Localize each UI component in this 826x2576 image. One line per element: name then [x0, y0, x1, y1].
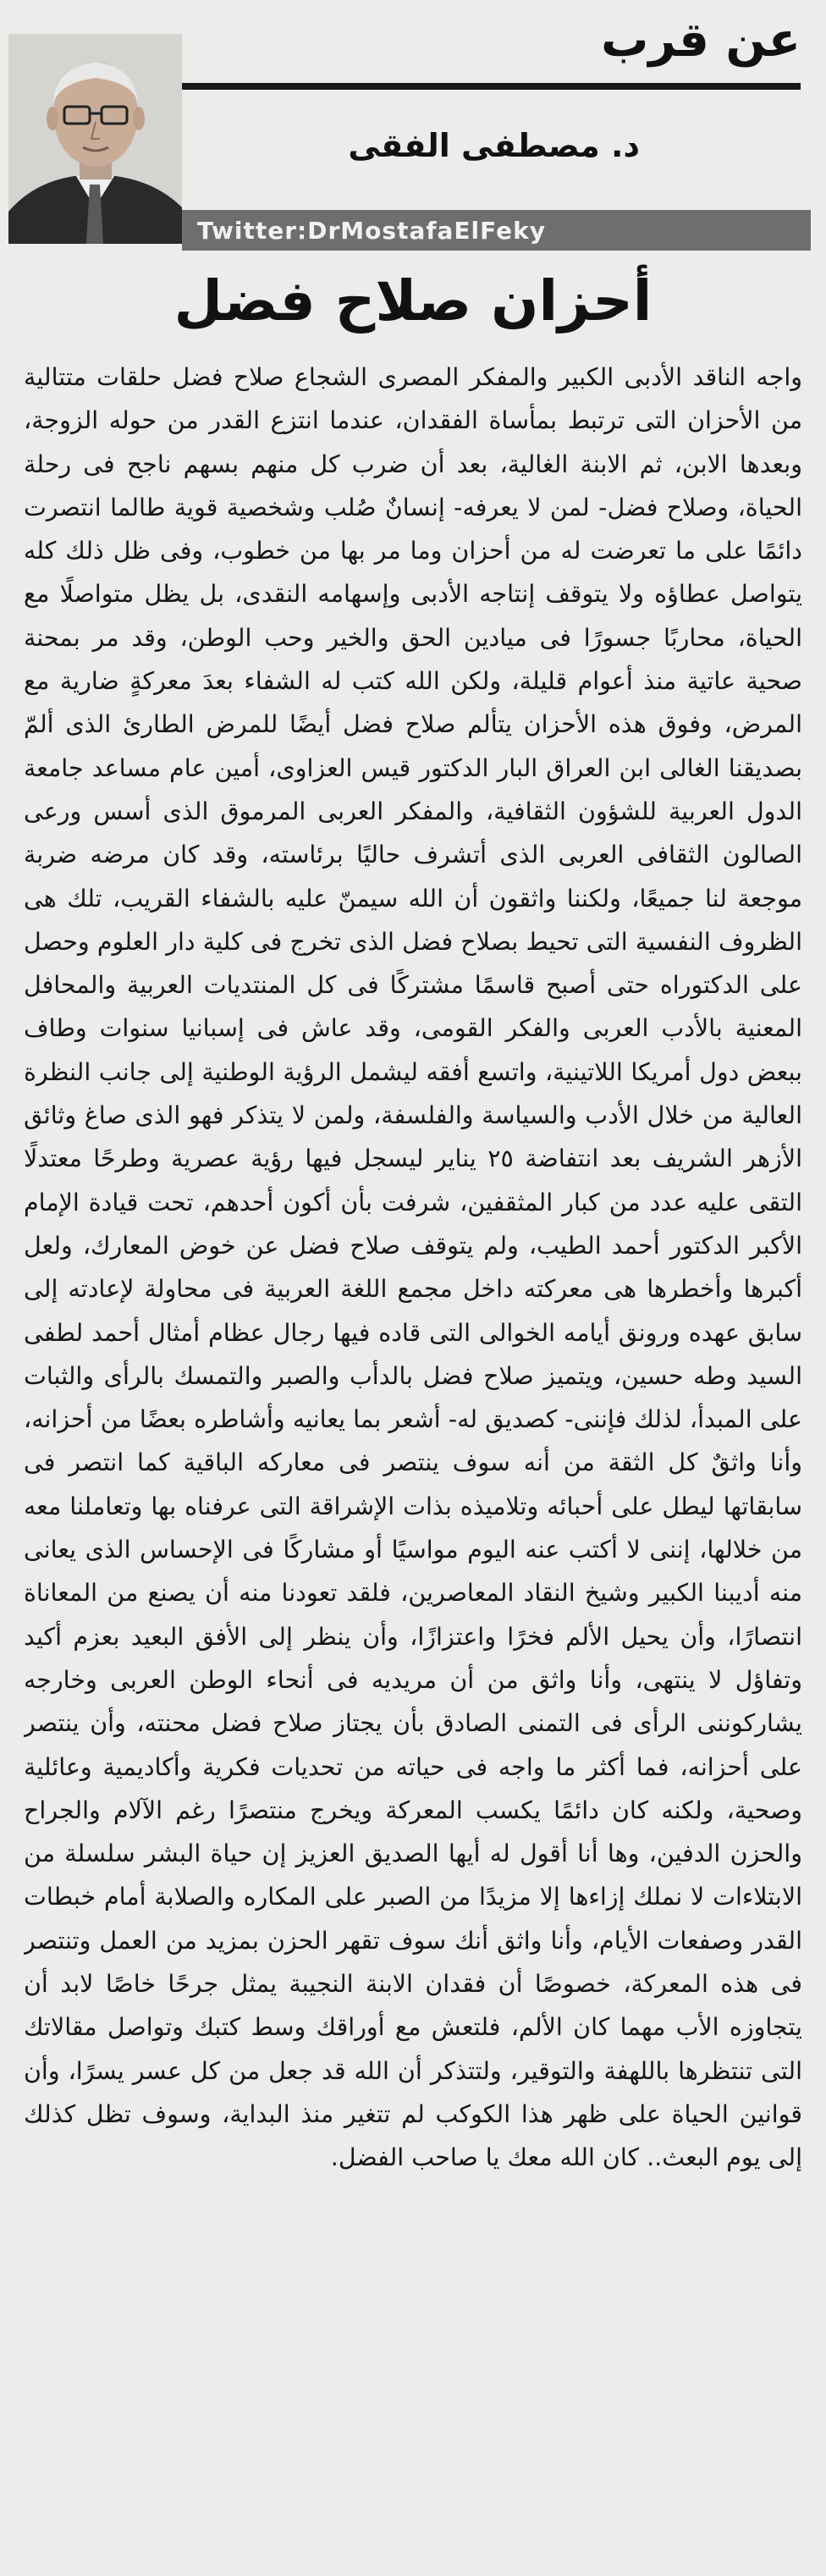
- article-headline: أحزان صلاح فضل: [173, 268, 653, 334]
- column-masthead: [0, 0, 826, 254]
- header-rule: [182, 83, 801, 90]
- article-body: واجه الناقد الأدبى الكبير والمفكر المصرى الشجاع صلاح فضل حلقات متتالية من الأحزان التى ترتبط بمأساة الفقدان، عندما انتزع القدر من حوله الزوجة، وبعدها الابن، ثم الابنة الغالية، بعد أن ضرب كل منهم بسهم ناجح فى رحلة الحياة، وصلاح فضل- لمن لا يعرفه- إنسانٌ صُلب وشخصية قوية طالما انتصرت دائمًا على ما تعرضت له من أحزان وما مر بها من خطوب، وفى ظل ذلك كله يتواصل عطاؤه ولا يتوقف إنتاجه الأدبى وإسهامه النقدى، بل يظل متواصلًا مع الحياة، محاربًا جسورًا فى ميادين الحق والخير وحب الوطن، وقد مر بمحنة صحية عاتية منذ أعوام قليلة، ولكن الله كتب له الشفاء بعدَ معركةٍ ضارية مع المرض، وفوق هذه الأحزان يتألم صلاح فضل أيضًا للمرض الطارئ الذى ألمّ بصديقنا الغالى ابن العراق البار الدكتور قيس العزاوى، أمين عام مساعد جامعة الدول العربية للشؤون الثقافية، والمفكر العربى المرموق الذى أسس ورعى الصالون الثقافى العربى الذى أتشرف حاليًا برئاسته، وقد كان مرضه ضربة موجعة لنا جميعًا، ولكننا واثقون أن الله سيمنّ عليه بالشفاء القريب، تلك هى الظروف النفسية التى تحيط بصلاح فضل الذى تخرج فى كلية دار العلوم وحصل على الدكتوراه حتى أصبح قاسمًا مشتركًا فى كل المنتديات العربية والمحافل المعنية بالأدب العربى والفكر القومى، وقد عاش فى إسبانيا سنوات وطاف ببعض دول أمريكا اللاتينية، واتسع أفقه ليشمل الرؤية الوطنية إلى جانب النظرة العالية من خلال الأدب والسياسة والفلسفة، ولمن لا يتذكر فهو الذى صاغ وثائق الأزهر الشريف بعد انتفاضة ٢٥ يناير ليسجل فيها رؤية عصرية وطرحًا معتدلًا التقى عليه عدد من كبار المثقفين، شرفت بأن أكون أحدهم، تحت قيادة الإمام الأكبر الدكتور أحمد الطيب، ولم يتوقف صلاح فضل عن خوض المعارك، ولعل أكبرها وأخطرها هى معركته داخل مجمع اللغة العربية فى محاولة لإعادته إلى سابق عهده ورونق أيامه الخوالى التى قاده فيها رجال عظام أمثال أحمد لطفى السيد وطه حسين، ويتميز صلاح فضل بالدأب والصبر والتمسك بالرأى والثبات على المبدأ، لذلك فإننى- كصديق له- أشعر بما يعانيه وأشاطره بعضًا من أحزانه، وأنا واثقٌ كل الثقة من أنه سوف ينتصر فى معاركه الباقية كما انتصر فى سابقاتها ليطل على أحبائه وتلاميذه بذات الإشراقة التى عرفناه بها وتعاملنا معه من خلالها، إننى لا أكتب عنه اليوم مواسيًا أو مشاركًا فى الإحساس الذى يعانى منه أديبنا الكبير وشيخ النقاد المعاصرين، فلقد تعودنا منه أن يصنع من المعاناة انتصارًا، وأن يحيل الألم فخرًا واعتزازًا، وأن ينظر إلى الأفق البعيد بعزم أكيد وتفاؤل لا ينتهى، وأنا واثق من أن مريديه فى أنحاء الوطن العربى وخارجه يشاركوننى الرأى فى التمنى الصادق بأن يجتاز صلاح فضل محنته، وأن ينتصر على أحزانه، فما أكثر ما واجه فى حياته من تحديات فكرية وأكاديمية وعائلية وصحية، ولكنه كان دائمًا يكسب المعركة ويخرج منتصرًا رغم الآلام والجراح والحزن الدفين، وها أنا أقول له أيها الصديق العزيز إن حياة البشر سلسلة من الابتلاءات لا نملك إزاءها إلا مزيدًا من الصبر على المكاره والصلابة أمام خبطات القدر وصفعات الأيام، وأنا واثق أنك سوف تقهر الحزن بمزيد من العمل وتنتصر فى هذه المعركة، خصوصًا أن فقدان الابنة النجيبة يمثل جرحًا خاصًا لابد أن يتجاوزه الأب مهما كان الألم، فلتعش مع أوراقك وسط كتبك وتواصل مقالاتك التى تنتظرها باللهفة والتوقير، ولتتذكر أن الله قد جعل من كل عسر يسرًا، وأن قوانين الحياة على ظهر هذا الكوكب لم تتغير منذ البداية، وسوف تظل كذلك إلى يوم البعث.. كان الله معك يا صاحب الفضل.: [24, 363, 802, 2172]
- author-name: د. مصطفى الفقى: [348, 127, 640, 164]
- column-name: عن قرب: [601, 13, 801, 68]
- author-portrait-icon: [8, 34, 182, 244]
- twitter-handle: Twitter:DrMostafaElFeky: [197, 216, 547, 245]
- twitter-handle-bar: [182, 210, 811, 251]
